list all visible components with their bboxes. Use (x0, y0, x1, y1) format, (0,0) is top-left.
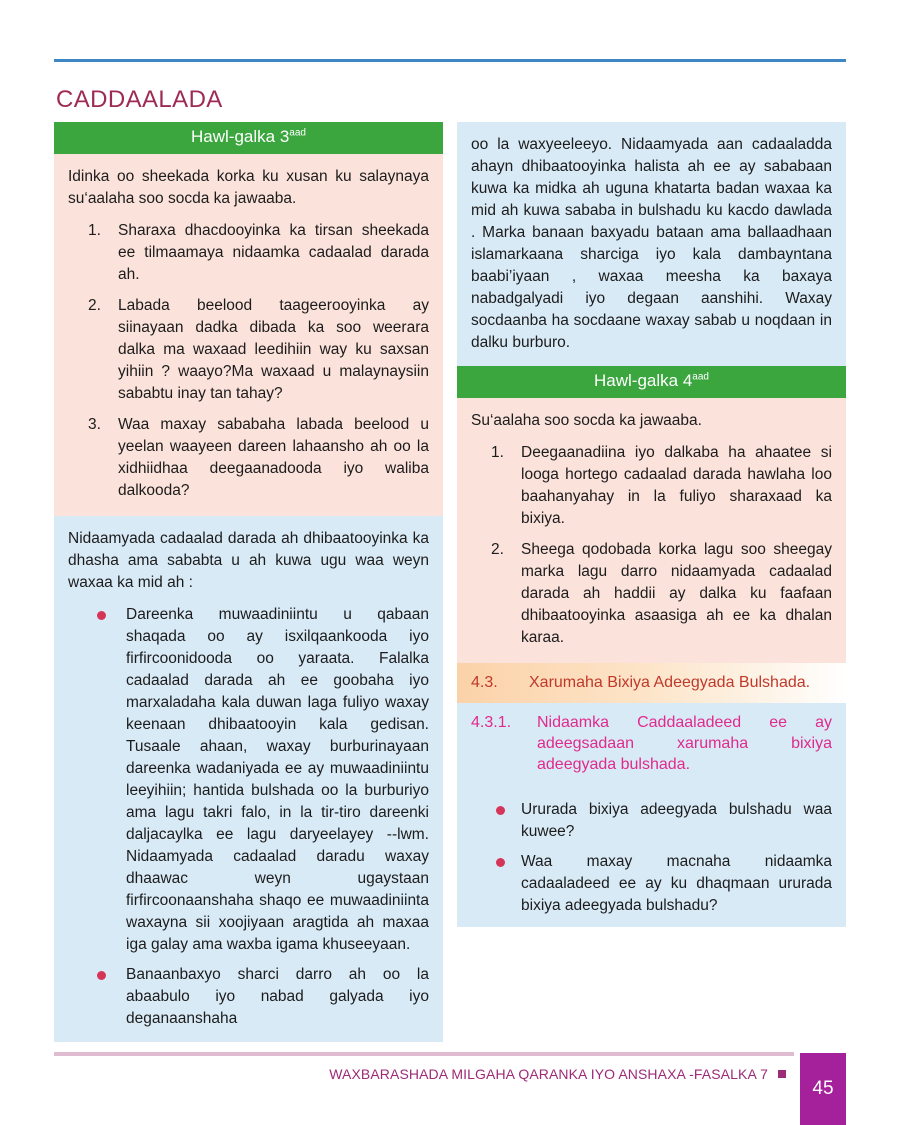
list-item-text: Deegaanadiina iyo dalkaba ha ahaatee si looga hortego cadaalad darada hawlaha loo baahanyahay in la fuliyo sharaxaad ka bixiya. (521, 443, 832, 527)
footer-divider-rule (54, 1052, 794, 1056)
left-note-bullet-list (68, 604, 429, 1030)
list-item (471, 799, 832, 843)
activity-3-box (54, 122, 443, 516)
right-final-bullets-box (457, 785, 846, 927)
page-title: CADDAALADA (56, 86, 223, 114)
bullet-dot-icon (496, 858, 505, 867)
right-column (457, 122, 846, 927)
list-item (471, 851, 832, 917)
activity-4-intro: Su‘aalaha soo socda ka jawaaba. (471, 411, 702, 429)
activity-4-header (457, 366, 846, 398)
section-4-3-1-number: 4.3.1. (471, 713, 512, 731)
section-heading-4-3 (457, 663, 846, 703)
activity-4-box (457, 366, 846, 663)
list-item-number: 2. (88, 296, 101, 314)
list-item-number: 1. (88, 221, 101, 239)
left-note-box (54, 516, 443, 1042)
footer-book-title (0, 1066, 786, 1082)
activity-4-question-list (471, 442, 832, 649)
right-final-bullet-list (471, 799, 832, 917)
right-continuation-text: oo la waxyeeleeyo. Nidaamyada aan cadaaladda ahayn dhibaatooyinka halista ah ee ay sababaan kuwa ka midka ah uguna khatarta badan waxaa ka mid ah kuwa sababa in bulshadu ku kacdo dawlada . Marka banaan baxyadu bataan ama ballaadhaan islamarkaana sharciga iyo kala dambayntana baabi’iyaan , waxaa meesha ka baxaya nabadgalyadi iyo degaan aanshihi. Waxay socdaanba ha socdaane waxay sabab u noqdaan in dalku burburo. (471, 136, 832, 351)
top-divider-rule (54, 59, 846, 62)
list-item-text: Banaanbaxyo sharci darro ah oo la abaabulo iyo nabad galyada iyo deganaanshaha (126, 965, 429, 1027)
list-item (68, 220, 429, 286)
list-item-number: 2. (491, 540, 504, 558)
list-item-text: Waa maxay sababaha labada beelood u yeelan waayeen dareen lahaansho ah oo la xidhiidhaa deegaanadooda iyo waliba dalkooda? (118, 415, 429, 499)
activity-3-header-label: Hawl-galka 3 (191, 127, 290, 146)
list-item-text: Sheega qodobada korka lagu soo sheegay marka lagu darro nidaamyada cadaalad darada ah haddii ay dalka ku faafaan dhibaatooyinka asaasiga ah ee ka dhalan karaa. (521, 540, 832, 646)
activity-4-body (457, 398, 846, 663)
list-item (68, 414, 429, 502)
activity-3-intro: Idinka oo sheekada korka ku xusan ku salaynaya su‘aalaha soo socda ka jawaaba. (68, 167, 429, 207)
bullet-dot-icon (496, 806, 505, 815)
footer-square-icon (778, 1070, 786, 1078)
section-4-3-number: 4.3. (471, 673, 498, 691)
list-item-number: 1. (491, 443, 504, 461)
section-4-3-1-title: Nidaamka Caddaaladeed ee ay adeegsadaan xarumaha bixiya adeegyada bulshada. (537, 713, 832, 774)
footer-book-title-text: WAXBARASHADA MILGAHA QARANKA IYO ANSHAXA -FASALKA 7 (329, 1066, 768, 1082)
list-item-text: Ururada bixiya adeegyada bulshadu waa kuwee? (521, 801, 832, 841)
activity-3-header-sup: aad (289, 127, 306, 139)
list-item-text: Dareenka muwaadiniintu u qabaan shaqada oo ay isxilqaankooda iyo firfircoonidooda oo yaraata. Falalka cadaalad darada ah ee goobaha iyo marxaladaha kala duwan laga fuliyo waxay keenaan dhibaatooyin kala gedisan. Tusaale ahaan, waxay burburinayaan dareenka wadaniyada ee ay muwaadiniintu leeyihiin; hantida bulshada oo la burburiyo ama lagu takri falo, in la tir-tiro dareenki daljacaylka ee lagu daryeelayey --lwm. Nidaamyada cadaalad daradu waxay dhaawac weyn ugaystaan firfircoonaanshaha shaqo ee muwaadiniinta waxayna sii xoojiyaan aragtida ah maxaa iga galay ama waxba igama khuseeyaan. (126, 605, 429, 953)
activity-4-header-sup: aad (692, 371, 709, 383)
activity-4-header-label: Hawl-galka 4 (594, 371, 693, 390)
left-note-intro: Nidaamyada cadaalad darada ah dhibaatooyinka ka dhasha ama sababta u ah kuwa ugu waa weyn waxaa ka mid ah : (68, 529, 429, 591)
left-column (54, 122, 443, 1042)
list-item (471, 442, 832, 530)
list-item (68, 295, 429, 405)
list-item (68, 604, 429, 956)
list-item (471, 539, 832, 649)
list-item-text: Labada beelood taageerooyinka ay siinayaan dadka dibada ka soo weerara dalka ma waxaad leedihiin way ku saxsan yihiin ? waayo?Ma waxaad u malaynaysiin sababtu inay tan tahay? (118, 296, 429, 402)
list-item (68, 964, 429, 1030)
right-continuation-box (457, 122, 846, 366)
page-number-badge: 45 (800, 1053, 846, 1125)
section-4-3-title: Xarumaha Bixiya Adeegyada Bulshada. (529, 673, 811, 691)
activity-3-header (54, 122, 443, 154)
list-item-number: 3. (88, 415, 101, 433)
bullet-dot-icon (97, 971, 106, 980)
list-item-text: Sharaxa dhacdooyinka ka tirsan sheekada ee tilmaamaya nidaamka cadaalad darada ah. (118, 221, 429, 283)
list-item-text: Waa maxay macnaha nidaamka cadaaladeed ee ay ku dhaqmaan ururada bixiya adeegyada bulshadu? (521, 853, 832, 915)
section-heading-4-3-1 (457, 703, 846, 785)
bullet-dot-icon (97, 611, 106, 620)
activity-3-body (54, 154, 443, 516)
activity-3-question-list (68, 220, 429, 502)
